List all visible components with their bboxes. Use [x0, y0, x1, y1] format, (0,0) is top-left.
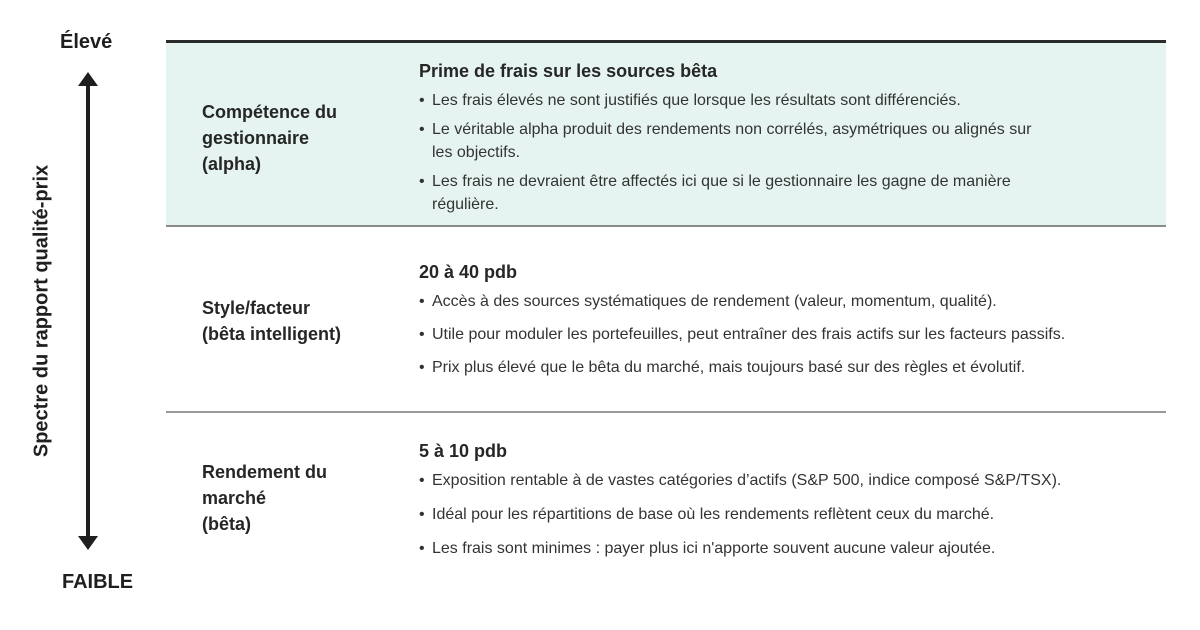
tier-name-line: gestionnaire [202, 128, 310, 148]
tier-body [419, 260, 1166, 389]
bullet-item: • Les frais sont minimes : payer plus ici n'apporte souvent aucune valeur ajoutée. [419, 537, 1166, 560]
tier-heading: 20 à 40 pdb [419, 262, 518, 282]
double-arrow-icon [76, 72, 100, 550]
tier-name-line: (bêta intelligent) [202, 324, 341, 344]
tier-name-line: (bêta) [202, 514, 251, 534]
bullet-item: • Les frais ne devraient être affectés ici que si le gestionnaire les gagne de manière régulière. [419, 170, 1039, 216]
tier-name [202, 99, 337, 177]
bullet-list [419, 89, 1166, 216]
bullet-item: • Le véritable alpha produit des rendements non corrélés, asymétriques ou alignés sur les objectifs. [419, 118, 1039, 164]
bullet-item: • Prix plus élevé que le bêta du marché, mais toujours basé sur des règles et évolutif. [419, 356, 1166, 379]
tier-manager-skill [166, 43, 1166, 227]
bullet-item: • Accès à des sources systématiques de rendement (valeur, momentum, qualité). [419, 290, 1166, 313]
axis-title-text: Spectre du rapport qualité-prix [30, 164, 53, 458]
tier-name-line: Rendement du [202, 462, 328, 482]
tier-heading: 5 à 10 pdb [419, 441, 508, 461]
bullet-list [419, 290, 1166, 379]
axis-top-label: Élevé [60, 31, 113, 53]
axis-bottom-label: FAIBLE [62, 571, 134, 593]
tier-body [419, 59, 1166, 222]
tier-name [202, 295, 341, 347]
tier-style-factor [166, 227, 1166, 413]
tier-name-line: (alpha) [202, 154, 262, 174]
tier-name-line: Compétence du [202, 102, 338, 122]
tier-name [202, 459, 327, 537]
bullet-list [419, 469, 1166, 560]
tier-name-line: Style/facteur [202, 298, 311, 318]
tier-name-line: marché [202, 488, 267, 508]
bullet-item: • Idéal pour les répartitions de base où les rendements reflètent ceux du marché. [419, 503, 1166, 526]
tier-body [419, 439, 1166, 571]
bullet-item: • Les frais élevés ne sont justifiés que lorsque les résultats sont différenciés. [419, 89, 1166, 112]
tier-market-return [166, 413, 1166, 593]
bullet-item: • Exposition rentable à de vastes catégories d’actifs (S&P 500, indice composé S&P/TSX). [419, 469, 1166, 492]
tier-heading: Prime de frais sur les sources bêta [419, 61, 718, 81]
bullet-item: • Utile pour moduler les portefeuilles, peut entraîner des frais actifs sur les facteurs passifs. [419, 323, 1166, 346]
